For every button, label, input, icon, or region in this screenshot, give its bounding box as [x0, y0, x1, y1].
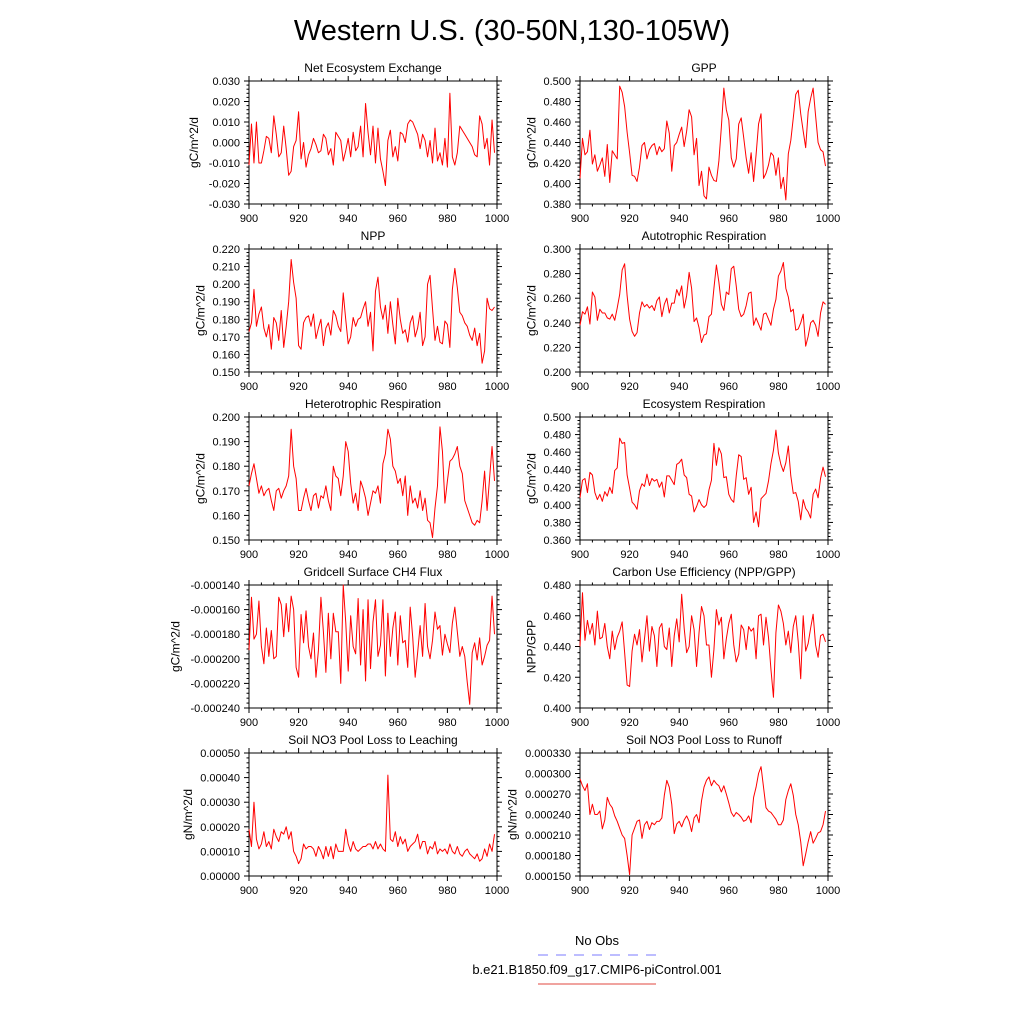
- x-tick-label: 980: [769, 717, 788, 729]
- plot-frame: [580, 753, 828, 876]
- x-tick-label: 960: [388, 717, 407, 729]
- x-tick-label: 940: [339, 717, 358, 729]
- x-tick-label: 900: [570, 885, 590, 897]
- x-tick-label: 940: [670, 717, 689, 729]
- y-tick-label: 0.440: [543, 641, 571, 654]
- y-tick-label: 0.150: [212, 367, 240, 379]
- x-tick-label: 900: [570, 213, 590, 225]
- figure-title: Western U.S. (30-50N,130-105W): [293, 15, 731, 47]
- legend-label-no-obs: No Obs: [574, 933, 620, 948]
- x-tick-label: 940: [339, 549, 358, 561]
- x-tick-label: 960: [388, 381, 407, 393]
- series-line: [580, 263, 826, 347]
- x-tick-label: 960: [719, 885, 738, 897]
- panel-title: Soil NO3 Pool Loss to Runoff: [626, 733, 782, 747]
- x-tick-label: 940: [670, 381, 689, 393]
- series-line: [249, 585, 495, 704]
- x-tick-label: 980: [769, 213, 788, 225]
- x-tick-label: 1000: [815, 717, 841, 729]
- y-tick-label: 0.420: [543, 672, 571, 685]
- y-tick-label: 0.000150: [525, 871, 571, 883]
- panel-title: Heterotrophic Respiration: [304, 397, 442, 411]
- y-tick-label: -0.030: [208, 199, 240, 211]
- y-tick-label: 0.000180: [525, 850, 571, 863]
- y-tick-label: 0.280: [543, 268, 571, 281]
- x-tick-label: 960: [719, 213, 738, 225]
- y-tick-label: 0.420: [543, 482, 571, 495]
- y-tick-label: -0.000240: [190, 703, 240, 715]
- y-tick-label: 0.000330: [525, 748, 571, 760]
- y-tick-label: 0.00030: [200, 797, 240, 810]
- x-tick-label: 920: [289, 213, 308, 225]
- x-tick-label: 900: [570, 717, 590, 729]
- panel-gpp: [525, 61, 841, 225]
- x-tick-label: 940: [670, 885, 689, 897]
- x-tick-label: 1000: [484, 213, 510, 225]
- y-tick-label: 0.200: [212, 412, 240, 424]
- y-axis-label: gC/m^2/d: [524, 285, 539, 336]
- x-tick-label: 960: [388, 549, 407, 561]
- y-tick-label: 0.440: [543, 464, 571, 477]
- y-axis-label: gC/m^2/d: [187, 117, 202, 168]
- series-line: [580, 767, 826, 875]
- x-tick-label: 960: [388, 885, 407, 897]
- panel-net-ecosystem-exchange: [187, 61, 509, 225]
- series-line: [249, 260, 495, 364]
- y-axis-label: gC/m^2/d: [524, 453, 539, 504]
- y-tick-label: -0.000160: [190, 604, 240, 617]
- series-line: [580, 593, 826, 698]
- y-tick-label: 0.480: [543, 429, 571, 442]
- y-tick-label: 0.480: [543, 96, 571, 109]
- y-tick-label: 0.200: [543, 367, 571, 379]
- legend: [472, 933, 721, 984]
- x-tick-label: 960: [719, 549, 738, 561]
- x-tick-label: 1000: [815, 213, 841, 225]
- chart-panels: [168, 61, 840, 897]
- panel-title: Gridcell Surface CH4 Flux: [303, 565, 443, 579]
- y-tick-label: -0.020: [208, 178, 240, 191]
- x-tick-label: 1000: [484, 885, 510, 897]
- x-tick-label: 980: [769, 885, 788, 897]
- y-tick-label: 0.000210: [525, 830, 571, 842]
- y-axis-label: gC/m^2/d: [193, 453, 208, 504]
- y-tick-label: -0.000220: [190, 678, 240, 691]
- y-tick-label: 0.380: [543, 199, 571, 211]
- panel-title: NPP: [360, 229, 386, 243]
- panel-npp: [194, 229, 510, 393]
- panel-title: Autotrophic Respiration: [641, 229, 767, 243]
- panel-title: Net Ecosystem Exchange: [304, 61, 442, 75]
- series-line: [249, 775, 495, 864]
- y-tick-label: 0.170: [212, 485, 240, 498]
- x-tick-label: 960: [719, 717, 738, 729]
- y-tick-label: 0.380: [543, 517, 571, 530]
- x-tick-label: 980: [438, 717, 457, 729]
- y-tick-label: 0.000300: [525, 768, 571, 781]
- y-tick-label: -0.010: [208, 158, 240, 170]
- x-tick-label: 980: [438, 213, 457, 225]
- y-tick-label: -0.000140: [190, 580, 240, 592]
- x-tick-label: 920: [289, 885, 308, 897]
- x-tick-label: 940: [339, 213, 358, 225]
- x-tick-label: 1000: [815, 381, 841, 393]
- x-tick-label: 900: [239, 885, 259, 897]
- x-tick-label: 920: [620, 213, 639, 225]
- y-tick-label: 0.020: [212, 96, 240, 109]
- y-tick-label: 0.400: [543, 178, 571, 191]
- x-tick-label: 980: [438, 885, 457, 897]
- y-tick-label: 0.00050: [200, 748, 240, 760]
- x-tick-label: 940: [670, 213, 689, 225]
- x-tick-label: 960: [719, 381, 738, 393]
- y-tick-label: 0.190: [212, 296, 240, 309]
- y-tick-label: 0.00000: [200, 871, 240, 883]
- y-tick-label: 0.460: [543, 447, 571, 460]
- series-line: [249, 93, 495, 185]
- x-tick-label: 920: [620, 885, 639, 897]
- x-tick-label: 920: [620, 717, 639, 729]
- panel-carbon-use-efficiency-npp-gpp: [525, 565, 841, 729]
- y-tick-label: 0.440: [543, 137, 571, 150]
- x-tick-label: 1000: [484, 717, 510, 729]
- y-tick-label: 0.460: [543, 117, 571, 129]
- y-tick-label: 0.010: [212, 117, 240, 129]
- y-axis-label: NPP/GPP: [524, 619, 539, 674]
- y-tick-label: 0.260: [543, 293, 571, 306]
- panel-title: Ecosystem Respiration: [642, 397, 766, 411]
- x-tick-label: 940: [339, 885, 358, 897]
- legend-label-model-run: b.e21.B1850.f09_g17.CMIP6-piControl.001: [472, 962, 722, 977]
- panel-title: Carbon Use Efficiency (NPP/GPP): [612, 565, 796, 579]
- x-tick-label: 960: [388, 213, 407, 225]
- x-tick-label: 920: [289, 381, 308, 393]
- panel-autotrophic-respiration: [525, 229, 841, 393]
- panel-title: GPP: [691, 61, 717, 75]
- x-tick-label: 980: [438, 549, 457, 561]
- series-line: [580, 430, 826, 527]
- y-tick-label: 0.190: [212, 436, 240, 449]
- y-axis-label: gC/m^2/d: [193, 285, 208, 336]
- y-tick-label: 0.400: [543, 499, 571, 512]
- y-tick-label: 0.360: [543, 535, 571, 547]
- y-tick-label: 0.000240: [525, 809, 571, 822]
- y-tick-label: 0.420: [543, 158, 571, 170]
- y-tick-label: 0.480: [543, 580, 571, 592]
- y-tick-label: 0.220: [543, 342, 571, 355]
- x-tick-label: 900: [239, 549, 259, 561]
- y-axis-label: gN/m^2/d: [180, 789, 195, 840]
- y-tick-label: 0.500: [543, 412, 571, 424]
- y-tick-label: 0.160: [212, 510, 240, 523]
- x-tick-label: 920: [289, 717, 308, 729]
- y-tick-label: -0.000200: [190, 653, 240, 666]
- x-tick-label: 940: [670, 549, 689, 561]
- y-tick-label: 0.170: [212, 331, 240, 344]
- series-line: [249, 427, 495, 538]
- x-tick-label: 1000: [484, 549, 510, 561]
- panel-title: Soil NO3 Pool Loss to Leaching: [288, 733, 458, 747]
- panel-soil-no3-pool-loss-to-runoff: [506, 733, 841, 897]
- y-tick-label: 0.210: [212, 261, 240, 274]
- x-tick-label: 1000: [815, 885, 841, 897]
- x-tick-label: 920: [289, 549, 308, 561]
- x-tick-label: 900: [570, 549, 590, 561]
- panel-ecosystem-respiration: [525, 397, 841, 561]
- x-tick-label: 980: [769, 549, 788, 561]
- x-tick-label: 900: [239, 381, 259, 393]
- plot-frame: [249, 417, 497, 540]
- y-tick-label: 0.180: [212, 461, 240, 474]
- y-tick-label: 0.240: [543, 317, 571, 330]
- y-tick-label: 0.00040: [200, 772, 240, 785]
- y-tick-label: 0.200: [212, 279, 240, 292]
- x-tick-label: 940: [339, 381, 358, 393]
- y-tick-label: 0.000270: [525, 789, 571, 801]
- y-tick-label: 0.300: [543, 244, 571, 256]
- panel-heterotrophic-respiration: [194, 397, 510, 561]
- x-tick-label: 920: [620, 381, 639, 393]
- y-axis-label: gC/m^2/d: [524, 117, 539, 168]
- x-tick-label: 980: [769, 381, 788, 393]
- x-tick-label: 900: [239, 717, 259, 729]
- y-tick-label: 0.180: [212, 314, 240, 327]
- x-tick-label: 920: [620, 549, 639, 561]
- plot-frame: [249, 81, 497, 204]
- x-tick-label: 900: [570, 381, 590, 393]
- panel-soil-no3-pool-loss-to-leaching: [181, 733, 509, 897]
- x-tick-label: 1000: [484, 381, 510, 393]
- y-tick-label: 0.030: [212, 76, 240, 88]
- y-tick-label: 0.500: [543, 76, 571, 88]
- y-tick-label: 0.000: [212, 137, 240, 150]
- y-axis-label: gN/m^2/d: [505, 789, 520, 840]
- x-tick-label: 980: [438, 381, 457, 393]
- y-tick-label: 0.150: [212, 535, 240, 547]
- y-tick-label: 0.400: [543, 703, 571, 715]
- y-tick-label: 0.220: [212, 244, 240, 256]
- y-tick-label: 0.160: [212, 349, 240, 362]
- y-axis-label: gC/m^2/d: [168, 621, 183, 672]
- series-line: [580, 86, 826, 200]
- panel-gridcell-surface-ch4-flux: [168, 565, 509, 729]
- y-tick-label: 0.00020: [200, 821, 240, 834]
- y-tick-label: 0.00010: [200, 846, 240, 859]
- y-tick-label: 0.460: [543, 610, 571, 623]
- x-tick-label: 1000: [815, 549, 841, 561]
- x-tick-label: 900: [239, 213, 259, 225]
- y-tick-label: -0.000180: [190, 629, 240, 642]
- plot-frame: [249, 753, 497, 876]
- plot-frame: [580, 585, 828, 708]
